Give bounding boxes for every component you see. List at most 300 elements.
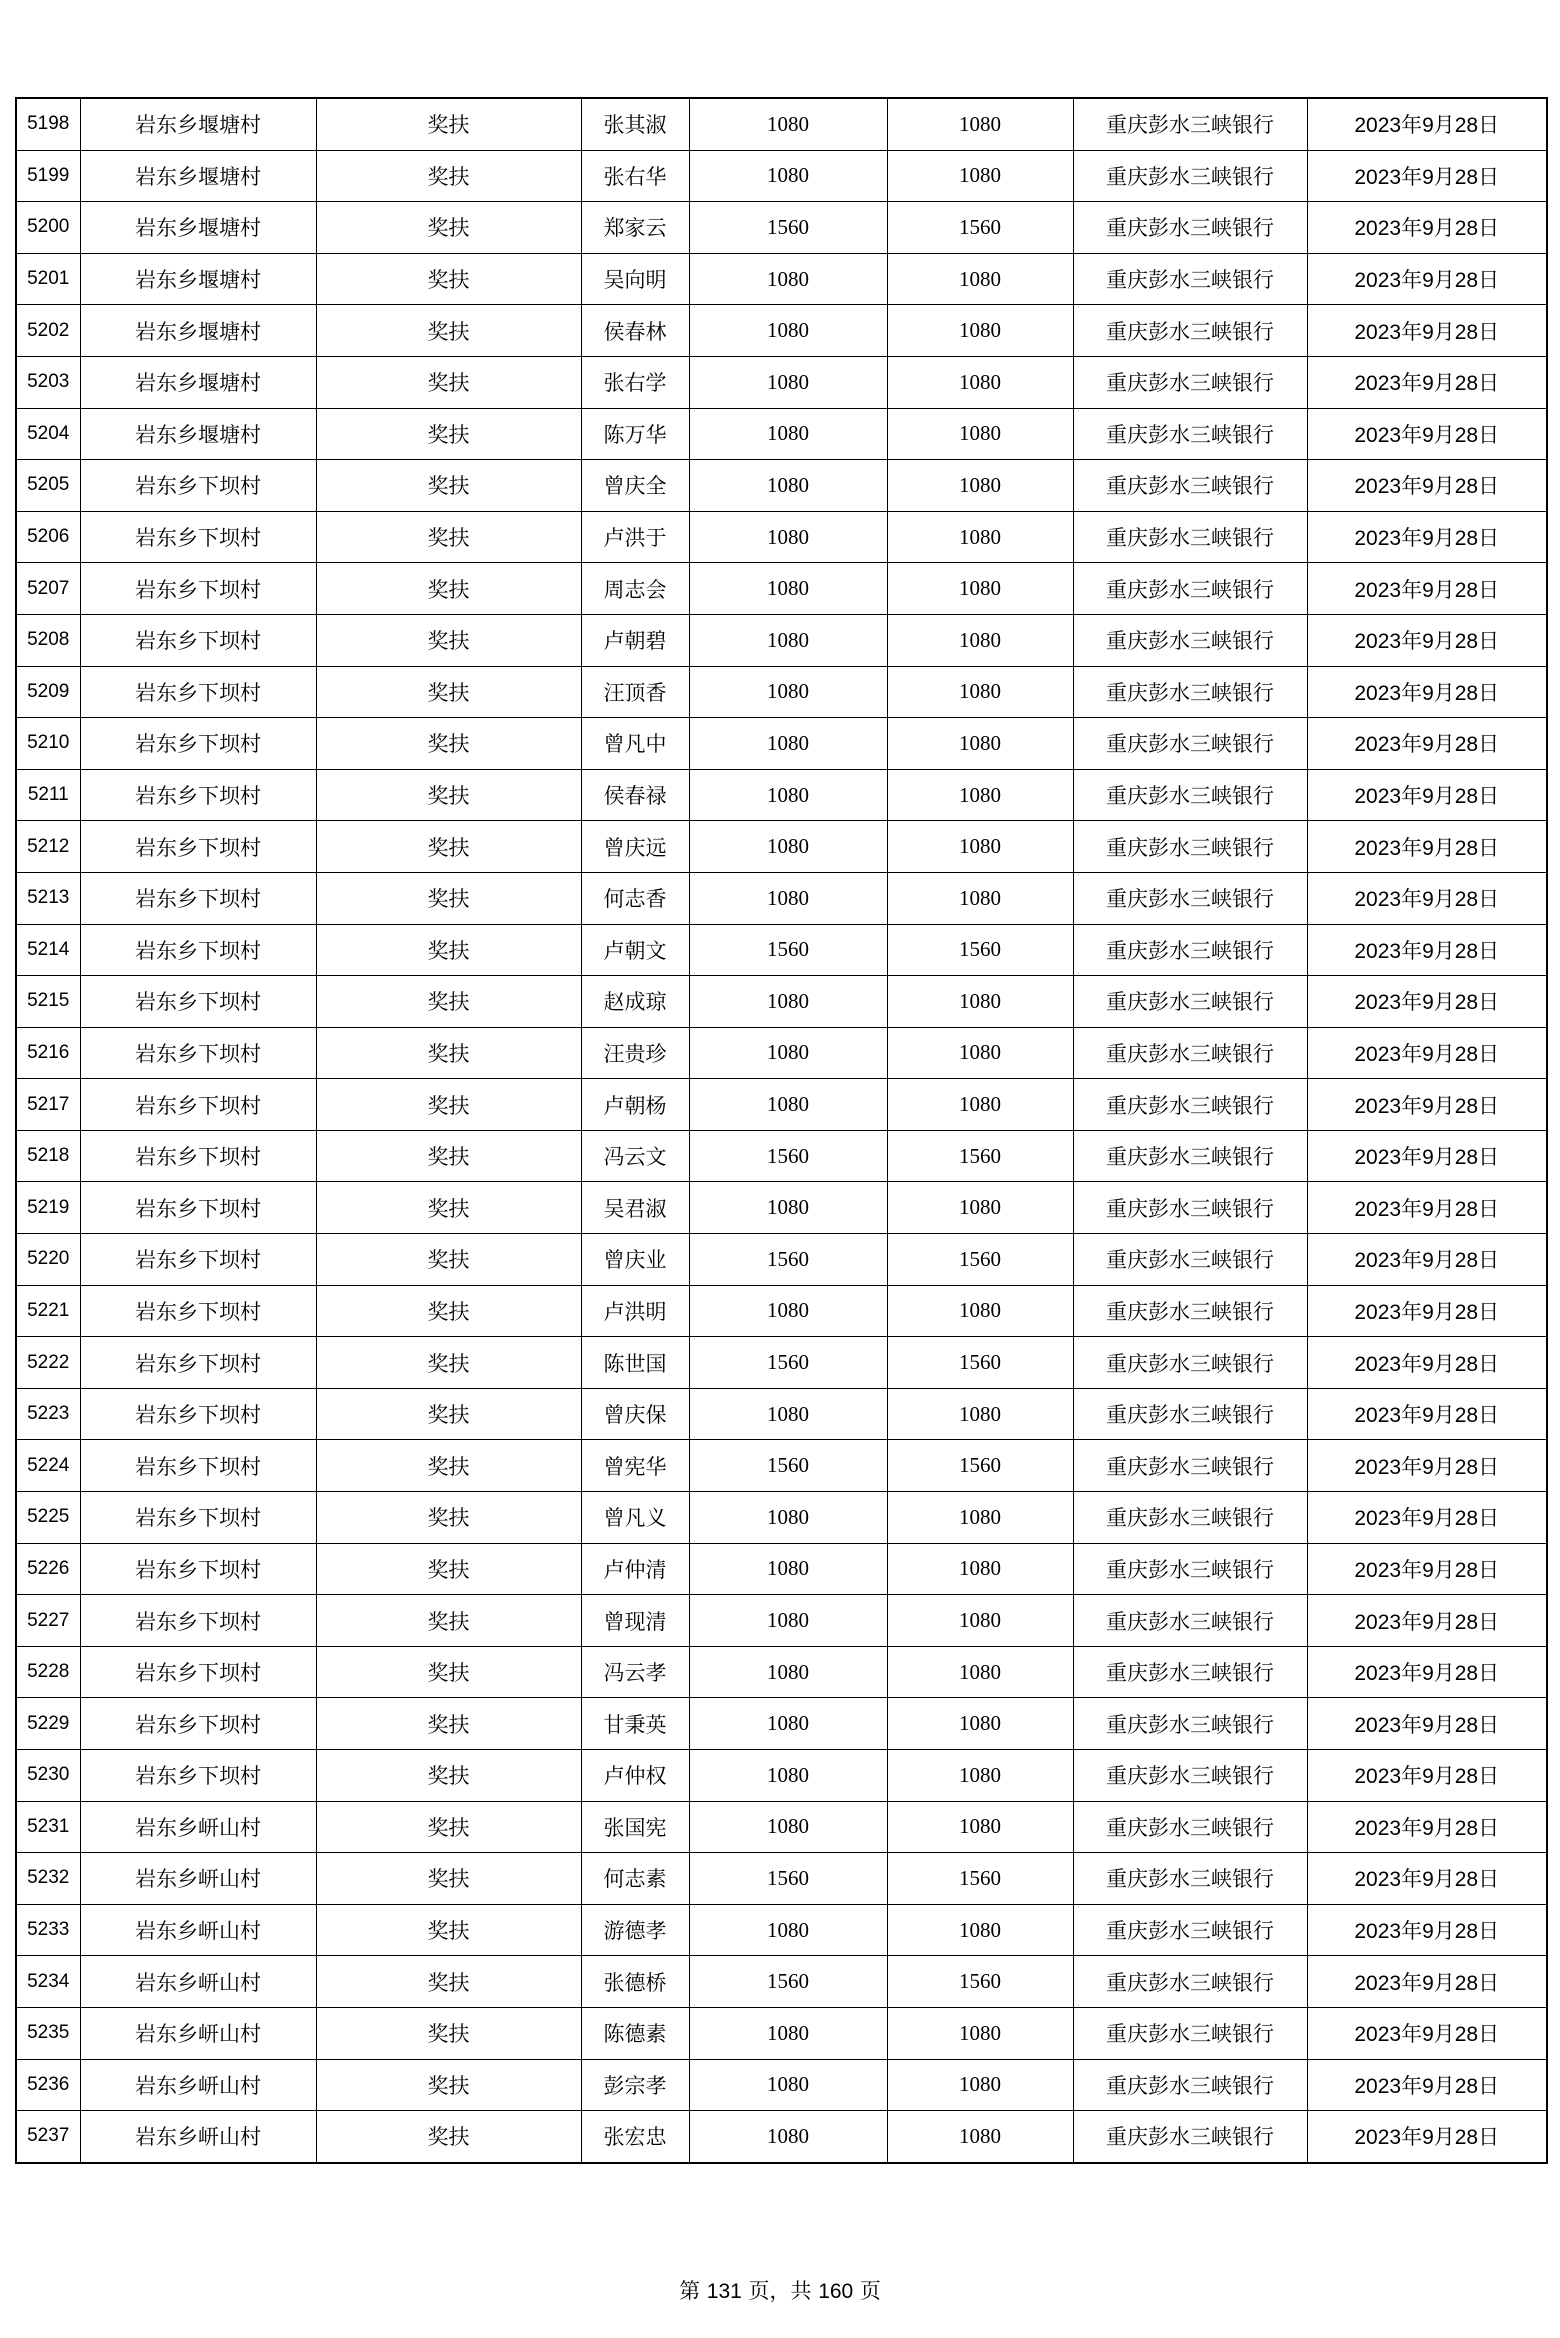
name-cell: 陈世国 — [581, 1337, 689, 1389]
date-cell: 2023年9月28日 — [1307, 1079, 1547, 1131]
bank-cell: 重庆彭水三峡银行 — [1073, 1388, 1307, 1440]
name-cell: 侯春禄 — [581, 769, 689, 821]
row-number: 5217 — [16, 1079, 80, 1131]
amount-cell: 1080 — [689, 356, 887, 408]
bank-cell: 重庆彭水三峡银行 — [1073, 1595, 1307, 1647]
date-cell: 2023年9月28日 — [1307, 1285, 1547, 1337]
bank-cell: 重庆彭水三峡银行 — [1073, 1492, 1307, 1544]
paid-amount-cell: 1080 — [887, 2111, 1073, 2163]
amount-cell: 1080 — [689, 563, 887, 615]
row-number: 5214 — [16, 924, 80, 976]
paid-amount-cell: 1080 — [887, 1750, 1073, 1802]
type-cell: 奖扶 — [316, 511, 581, 563]
village-cell: 岩东乡下坝村 — [80, 460, 316, 512]
type-cell: 奖扶 — [316, 1750, 581, 1802]
paid-amount-cell: 1560 — [887, 202, 1073, 254]
bank-cell: 重庆彭水三峡银行 — [1073, 1440, 1307, 1492]
name-cell: 卢洪明 — [581, 1285, 689, 1337]
row-number: 5232 — [16, 1853, 80, 1905]
table-row — [16, 98, 1547, 150]
row-number: 5207 — [16, 563, 80, 615]
amount-cell: 1080 — [689, 1027, 887, 1079]
paid-amount-cell: 1080 — [887, 976, 1073, 1028]
amount-cell: 1080 — [689, 2007, 887, 2059]
page-footer — [0, 2275, 1560, 2305]
amount-cell: 1080 — [689, 1750, 887, 1802]
name-cell: 陈万华 — [581, 408, 689, 460]
amount-cell: 1080 — [689, 1801, 887, 1853]
amount-cell: 1080 — [689, 821, 887, 873]
type-cell: 奖扶 — [316, 98, 581, 150]
amount-cell: 1080 — [689, 150, 887, 202]
name-cell: 甘秉英 — [581, 1698, 689, 1750]
paid-amount-cell: 1080 — [887, 460, 1073, 512]
bank-cell: 重庆彭水三峡银行 — [1073, 769, 1307, 821]
name-cell: 卢朝杨 — [581, 1079, 689, 1131]
footer-total-pages: 160 — [818, 2280, 854, 2303]
paid-amount-cell: 1080 — [887, 1646, 1073, 1698]
name-cell: 曾庆保 — [581, 1388, 689, 1440]
table-row — [16, 2111, 1547, 2163]
type-cell: 奖扶 — [316, 1388, 581, 1440]
village-cell: 岩东乡下坝村 — [80, 563, 316, 615]
amount-cell: 1560 — [689, 1956, 887, 2008]
bank-cell: 重庆彭水三峡银行 — [1073, 1956, 1307, 2008]
date-cell: 2023年9月28日 — [1307, 253, 1547, 305]
bank-cell: 重庆彭水三峡银行 — [1073, 614, 1307, 666]
paid-amount-cell: 1080 — [887, 1285, 1073, 1337]
table-row — [16, 563, 1547, 615]
amount-cell: 1080 — [689, 1543, 887, 1595]
type-cell: 奖扶 — [316, 253, 581, 305]
table-row — [16, 1285, 1547, 1337]
amount-cell: 1080 — [689, 2111, 887, 2163]
paid-amount-cell: 1080 — [887, 408, 1073, 460]
type-cell: 奖扶 — [316, 1182, 581, 1234]
date-cell: 2023年9月28日 — [1307, 1234, 1547, 1286]
table-row — [16, 614, 1547, 666]
row-number: 5219 — [16, 1182, 80, 1234]
table-row — [16, 511, 1547, 563]
row-number: 5220 — [16, 1234, 80, 1286]
village-cell: 岩东乡岍山村 — [80, 2059, 316, 2111]
name-cell: 周志会 — [581, 563, 689, 615]
amount-cell: 1080 — [689, 1698, 887, 1750]
date-cell: 2023年9月28日 — [1307, 976, 1547, 1028]
paid-amount-cell: 1080 — [887, 150, 1073, 202]
village-cell: 岩东乡下坝村 — [80, 1543, 316, 1595]
type-cell: 奖扶 — [316, 1285, 581, 1337]
name-cell: 吴君淑 — [581, 1182, 689, 1234]
type-cell: 奖扶 — [316, 356, 581, 408]
paid-amount-cell: 1080 — [887, 666, 1073, 718]
row-number: 5218 — [16, 1130, 80, 1182]
table-row — [16, 1543, 1547, 1595]
table-row — [16, 202, 1547, 254]
row-number: 5212 — [16, 821, 80, 873]
date-cell: 2023年9月28日 — [1307, 1543, 1547, 1595]
table-row — [16, 769, 1547, 821]
bank-cell: 重庆彭水三峡银行 — [1073, 1079, 1307, 1131]
row-number: 5235 — [16, 2007, 80, 2059]
row-number: 5209 — [16, 666, 80, 718]
village-cell: 岩东乡堰塘村 — [80, 98, 316, 150]
village-cell: 岩东乡下坝村 — [80, 614, 316, 666]
name-cell: 郑家云 — [581, 202, 689, 254]
date-cell: 2023年9月28日 — [1307, 305, 1547, 357]
bank-cell: 重庆彭水三峡银行 — [1073, 1853, 1307, 1905]
name-cell: 陈德素 — [581, 2007, 689, 2059]
amount-cell: 1560 — [689, 202, 887, 254]
type-cell: 奖扶 — [316, 1543, 581, 1595]
row-number: 5237 — [16, 2111, 80, 2163]
bank-cell: 重庆彭水三峡银行 — [1073, 924, 1307, 976]
village-cell: 岩东乡下坝村 — [80, 1079, 316, 1131]
name-cell: 张宏忠 — [581, 2111, 689, 2163]
date-cell: 2023年9月28日 — [1307, 2111, 1547, 2163]
bank-cell: 重庆彭水三峡银行 — [1073, 408, 1307, 460]
table-row — [16, 1698, 1547, 1750]
name-cell: 汪顶香 — [581, 666, 689, 718]
bank-cell: 重庆彭水三峡银行 — [1073, 718, 1307, 770]
village-cell: 岩东乡堰塘村 — [80, 253, 316, 305]
paid-amount-cell: 1080 — [887, 1698, 1073, 1750]
amount-cell: 1080 — [689, 460, 887, 512]
date-cell: 2023年9月28日 — [1307, 1595, 1547, 1647]
row-number: 5228 — [16, 1646, 80, 1698]
row-number: 5203 — [16, 356, 80, 408]
footer-middle: 页，共 — [748, 2279, 812, 2303]
bank-cell: 重庆彭水三峡银行 — [1073, 563, 1307, 615]
village-cell: 岩东乡岍山村 — [80, 1956, 316, 2008]
paid-amount-cell: 1080 — [887, 821, 1073, 873]
type-cell: 奖扶 — [316, 1595, 581, 1647]
amount-cell: 1080 — [689, 718, 887, 770]
table-row — [16, 1388, 1547, 1440]
village-cell: 岩东乡下坝村 — [80, 1234, 316, 1286]
row-number: 5202 — [16, 305, 80, 357]
name-cell: 曾现清 — [581, 1595, 689, 1647]
bank-cell: 重庆彭水三峡银行 — [1073, 2111, 1307, 2163]
date-cell: 2023年9月28日 — [1307, 150, 1547, 202]
table-row — [16, 1801, 1547, 1853]
date-cell: 2023年9月28日 — [1307, 1182, 1547, 1234]
village-cell: 岩东乡堰塘村 — [80, 150, 316, 202]
date-cell: 2023年9月28日 — [1307, 769, 1547, 821]
bank-cell: 重庆彭水三峡银行 — [1073, 2059, 1307, 2111]
row-number: 5221 — [16, 1285, 80, 1337]
paid-amount-cell: 1080 — [887, 1492, 1073, 1544]
row-number: 5233 — [16, 1904, 80, 1956]
date-cell: 2023年9月28日 — [1307, 202, 1547, 254]
paid-amount-cell: 1080 — [887, 1079, 1073, 1131]
amount-cell: 1080 — [689, 2059, 887, 2111]
row-number: 5223 — [16, 1388, 80, 1440]
village-cell: 岩东乡下坝村 — [80, 1440, 316, 1492]
paid-amount-cell: 1560 — [887, 924, 1073, 976]
type-cell: 奖扶 — [316, 150, 581, 202]
date-cell: 2023年9月28日 — [1307, 1750, 1547, 1802]
paid-amount-cell: 1560 — [887, 1130, 1073, 1182]
bank-cell: 重庆彭水三峡银行 — [1073, 253, 1307, 305]
name-cell: 张其淑 — [581, 98, 689, 150]
type-cell: 奖扶 — [316, 460, 581, 512]
village-cell: 岩东乡下坝村 — [80, 511, 316, 563]
date-cell: 2023年9月28日 — [1307, 98, 1547, 150]
table-row — [16, 872, 1547, 924]
footer-page-number: 131 — [706, 2280, 742, 2303]
village-cell: 岩东乡下坝村 — [80, 872, 316, 924]
table-row — [16, 1750, 1547, 1802]
amount-cell: 1560 — [689, 1234, 887, 1286]
row-number: 5206 — [16, 511, 80, 563]
row-number: 5224 — [16, 1440, 80, 1492]
village-cell: 岩东乡下坝村 — [80, 1027, 316, 1079]
table-row — [16, 1956, 1547, 2008]
table-row — [16, 718, 1547, 770]
name-cell: 曾宪华 — [581, 1440, 689, 1492]
bank-cell: 重庆彭水三峡银行 — [1073, 1337, 1307, 1389]
date-cell: 2023年9月28日 — [1307, 1130, 1547, 1182]
amount-cell: 1080 — [689, 666, 887, 718]
name-cell: 何志香 — [581, 872, 689, 924]
name-cell: 赵成琼 — [581, 976, 689, 1028]
bank-cell: 重庆彭水三峡银行 — [1073, 2007, 1307, 2059]
village-cell: 岩东乡岍山村 — [80, 2007, 316, 2059]
name-cell: 张右学 — [581, 356, 689, 408]
table-row — [16, 1130, 1547, 1182]
name-cell: 吴向明 — [581, 253, 689, 305]
village-cell: 岩东乡下坝村 — [80, 769, 316, 821]
row-number: 5226 — [16, 1543, 80, 1595]
table-row — [16, 924, 1547, 976]
village-cell: 岩东乡下坝村 — [80, 1750, 316, 1802]
paid-amount-cell: 1560 — [887, 1440, 1073, 1492]
bank-cell: 重庆彭水三峡银行 — [1073, 1027, 1307, 1079]
table-row — [16, 1337, 1547, 1389]
row-number: 5231 — [16, 1801, 80, 1853]
amount-cell: 1080 — [689, 1285, 887, 1337]
amount-cell: 1560 — [689, 1440, 887, 1492]
table-row — [16, 305, 1547, 357]
date-cell: 2023年9月28日 — [1307, 821, 1547, 873]
paid-amount-cell: 1080 — [887, 1027, 1073, 1079]
name-cell: 曾庆全 — [581, 460, 689, 512]
bank-cell: 重庆彭水三峡银行 — [1073, 1750, 1307, 1802]
type-cell: 奖扶 — [316, 924, 581, 976]
paid-amount-cell: 1080 — [887, 305, 1073, 357]
name-cell: 游德孝 — [581, 1904, 689, 1956]
type-cell: 奖扶 — [316, 1337, 581, 1389]
row-number: 5199 — [16, 150, 80, 202]
type-cell: 奖扶 — [316, 1234, 581, 1286]
village-cell: 岩东乡下坝村 — [80, 1388, 316, 1440]
village-cell: 岩东乡下坝村 — [80, 1698, 316, 1750]
village-cell: 岩东乡下坝村 — [80, 666, 316, 718]
paid-amount-cell: 1080 — [887, 872, 1073, 924]
date-cell: 2023年9月28日 — [1307, 1698, 1547, 1750]
bank-cell: 重庆彭水三峡银行 — [1073, 356, 1307, 408]
table-row — [16, 2007, 1547, 2059]
amount-cell: 1080 — [689, 253, 887, 305]
date-cell: 2023年9月28日 — [1307, 2007, 1547, 2059]
table-row — [16, 1904, 1547, 1956]
table-row — [16, 150, 1547, 202]
type-cell: 奖扶 — [316, 614, 581, 666]
row-number: 5211 — [16, 769, 80, 821]
bank-cell: 重庆彭水三峡银行 — [1073, 1130, 1307, 1182]
amount-cell: 1560 — [689, 1130, 887, 1182]
name-cell: 张国宪 — [581, 1801, 689, 1853]
row-number: 5210 — [16, 718, 80, 770]
village-cell: 岩东乡岍山村 — [80, 1904, 316, 1956]
date-cell: 2023年9月28日 — [1307, 563, 1547, 615]
paid-amount-cell: 1080 — [887, 769, 1073, 821]
paid-amount-cell: 1080 — [887, 718, 1073, 770]
type-cell: 奖扶 — [316, 872, 581, 924]
type-cell: 奖扶 — [316, 2007, 581, 2059]
bank-cell: 重庆彭水三峡银行 — [1073, 1285, 1307, 1337]
type-cell: 奖扶 — [316, 769, 581, 821]
paid-amount-cell: 1080 — [887, 2059, 1073, 2111]
row-number: 5225 — [16, 1492, 80, 1544]
name-cell: 何志素 — [581, 1853, 689, 1905]
row-number: 5230 — [16, 1750, 80, 1802]
village-cell: 岩东乡岍山村 — [80, 1853, 316, 1905]
table-body — [16, 98, 1547, 2163]
amount-cell: 1080 — [689, 872, 887, 924]
type-cell: 奖扶 — [316, 1853, 581, 1905]
type-cell: 奖扶 — [316, 2059, 581, 2111]
row-number: 5200 — [16, 202, 80, 254]
bank-cell: 重庆彭水三峡银行 — [1073, 305, 1307, 357]
bank-cell: 重庆彭水三峡银行 — [1073, 511, 1307, 563]
paid-amount-cell: 1080 — [887, 98, 1073, 150]
amount-cell: 1080 — [689, 976, 887, 1028]
amount-cell: 1080 — [689, 1079, 887, 1131]
row-number: 5236 — [16, 2059, 80, 2111]
type-cell: 奖扶 — [316, 1646, 581, 1698]
village-cell: 岩东乡堰塘村 — [80, 408, 316, 460]
amount-cell: 1080 — [689, 1904, 887, 1956]
table-row — [16, 1595, 1547, 1647]
paid-amount-cell: 1560 — [887, 1337, 1073, 1389]
paid-amount-cell: 1080 — [887, 1182, 1073, 1234]
table-row — [16, 1182, 1547, 1234]
village-cell: 岩东乡下坝村 — [80, 1595, 316, 1647]
table-row — [16, 1492, 1547, 1544]
table-row — [16, 1234, 1547, 1286]
date-cell: 2023年9月28日 — [1307, 1904, 1547, 1956]
village-cell: 岩东乡岍山村 — [80, 1801, 316, 1853]
table-row — [16, 1646, 1547, 1698]
name-cell: 彭宗孝 — [581, 2059, 689, 2111]
village-cell: 岩东乡下坝村 — [80, 1492, 316, 1544]
type-cell: 奖扶 — [316, 408, 581, 460]
name-cell: 张德桥 — [581, 1956, 689, 2008]
village-cell: 岩东乡下坝村 — [80, 1646, 316, 1698]
name-cell: 卢仲清 — [581, 1543, 689, 1595]
date-cell: 2023年9月28日 — [1307, 408, 1547, 460]
paid-amount-cell: 1080 — [887, 1388, 1073, 1440]
date-cell: 2023年9月28日 — [1307, 666, 1547, 718]
table-row — [16, 1853, 1547, 1905]
name-cell: 张右华 — [581, 150, 689, 202]
paid-amount-cell: 1080 — [887, 253, 1073, 305]
type-cell: 奖扶 — [316, 821, 581, 873]
row-number: 5222 — [16, 1337, 80, 1389]
row-number: 5216 — [16, 1027, 80, 1079]
table-row — [16, 976, 1547, 1028]
amount-cell: 1560 — [689, 1853, 887, 1905]
name-cell: 侯春林 — [581, 305, 689, 357]
village-cell: 岩东乡下坝村 — [80, 976, 316, 1028]
type-cell: 奖扶 — [316, 2111, 581, 2163]
table-row — [16, 1440, 1547, 1492]
type-cell: 奖扶 — [316, 1440, 581, 1492]
amount-cell: 1080 — [689, 1182, 887, 1234]
table-row — [16, 2059, 1547, 2111]
amount-cell: 1080 — [689, 305, 887, 357]
bank-cell: 重庆彭水三峡银行 — [1073, 460, 1307, 512]
amount-cell: 1080 — [689, 408, 887, 460]
type-cell: 奖扶 — [316, 305, 581, 357]
name-cell: 曾凡义 — [581, 1492, 689, 1544]
paid-amount-cell: 1080 — [887, 1543, 1073, 1595]
date-cell: 2023年9月28日 — [1307, 1956, 1547, 2008]
village-cell: 岩东乡下坝村 — [80, 1285, 316, 1337]
type-cell: 奖扶 — [316, 1956, 581, 2008]
date-cell: 2023年9月28日 — [1307, 614, 1547, 666]
paid-amount-cell: 1560 — [887, 1234, 1073, 1286]
bank-cell: 重庆彭水三峡银行 — [1073, 976, 1307, 1028]
date-cell: 2023年9月28日 — [1307, 1492, 1547, 1544]
bank-cell: 重庆彭水三峡银行 — [1073, 1904, 1307, 1956]
row-number: 5229 — [16, 1698, 80, 1750]
row-number: 5205 — [16, 460, 80, 512]
type-cell: 奖扶 — [316, 1904, 581, 1956]
footer-prefix: 第 — [679, 2279, 701, 2303]
amount-cell: 1080 — [689, 1388, 887, 1440]
table-row — [16, 408, 1547, 460]
name-cell: 曾凡中 — [581, 718, 689, 770]
amount-cell: 1080 — [689, 1492, 887, 1544]
row-number: 5198 — [16, 98, 80, 150]
village-cell: 岩东乡下坝村 — [80, 1130, 316, 1182]
paid-amount-cell: 1560 — [887, 1853, 1073, 1905]
amount-cell: 1080 — [689, 511, 887, 563]
date-cell: 2023年9月28日 — [1307, 356, 1547, 408]
bank-cell: 重庆彭水三峡银行 — [1073, 666, 1307, 718]
row-number: 5234 — [16, 1956, 80, 2008]
type-cell: 奖扶 — [316, 1027, 581, 1079]
name-cell: 汪贵珍 — [581, 1027, 689, 1079]
name-cell: 卢洪于 — [581, 511, 689, 563]
village-cell: 岩东乡堰塘村 — [80, 202, 316, 254]
table-row — [16, 1027, 1547, 1079]
table-row — [16, 1079, 1547, 1131]
name-cell: 冯云孝 — [581, 1646, 689, 1698]
row-number: 5213 — [16, 872, 80, 924]
paid-amount-cell: 1080 — [887, 1595, 1073, 1647]
date-cell: 2023年9月28日 — [1307, 872, 1547, 924]
row-number: 5204 — [16, 408, 80, 460]
bank-cell: 重庆彭水三峡银行 — [1073, 202, 1307, 254]
village-cell: 岩东乡下坝村 — [80, 1337, 316, 1389]
village-cell: 岩东乡下坝村 — [80, 1182, 316, 1234]
village-cell: 岩东乡下坝村 — [80, 924, 316, 976]
bank-cell: 重庆彭水三峡银行 — [1073, 150, 1307, 202]
